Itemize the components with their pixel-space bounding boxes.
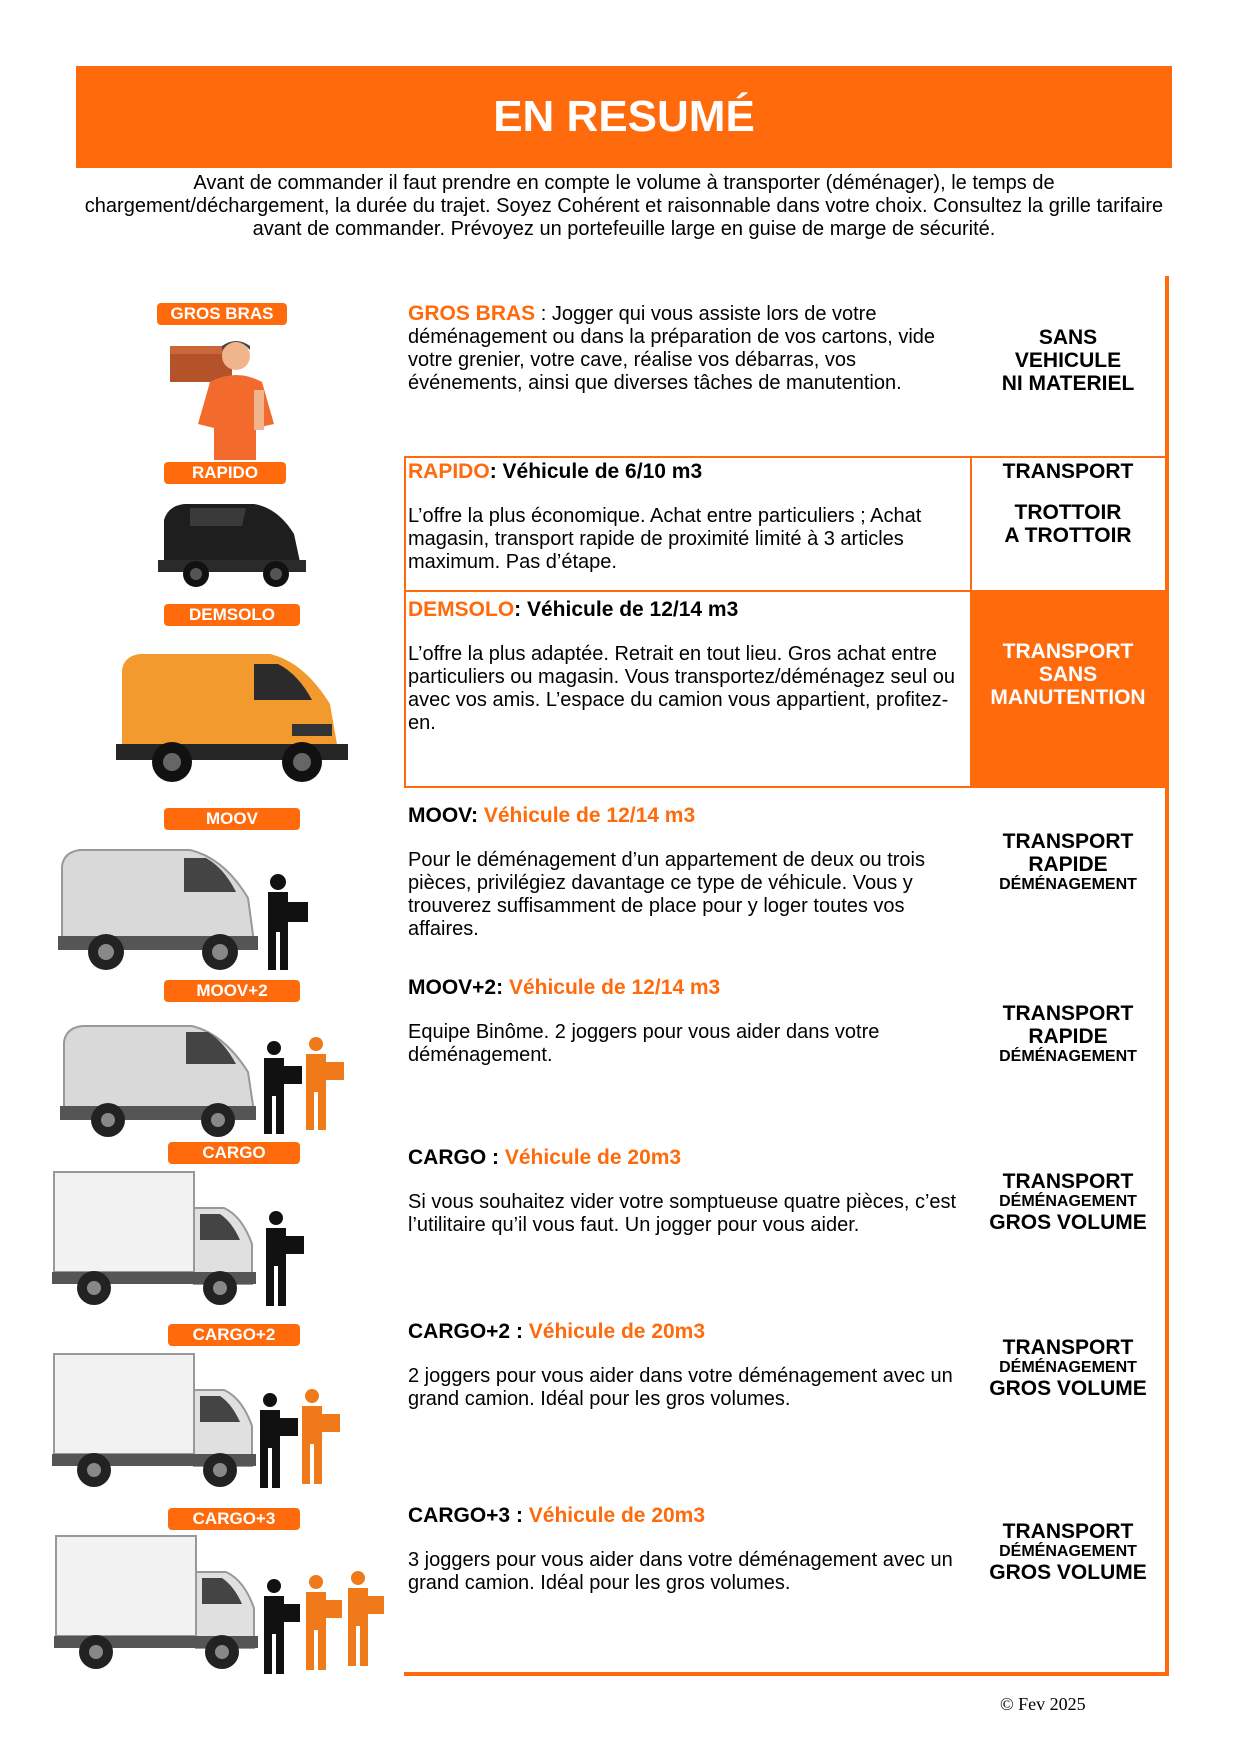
service-name: CARGO [408,1146,487,1169]
tag-line: TROTTOIR [1014,501,1122,524]
tag-line: DÉMÉNAGEMENT [999,1048,1137,1065]
orange-van-illustration [112,640,352,795]
service-description: Pour le déménagement d’un appartement de deux ou trois pièces, privilégiez davantage ce type de véhicule. Vous y trouverez suffisamment de place pour y loger toutes vos affaires. [408,849,926,940]
white-van-worker-illustration [56,836,316,981]
tag-moov-plus-2 [968,1002,1168,1066]
service-cargo-plus-2 [408,1320,963,1411]
service-description: Equipe Binôme. 2 joggers pour vous aider dans votre déménagement. [408,1021,880,1066]
service-separator: : [496,976,509,999]
box-truck-worker-illustration [50,1168,320,1323]
tag-line: GROS VOLUME [989,1211,1147,1234]
service-vehicle: Véhicule de 12/14 m3 [483,804,696,827]
service-cargo [408,1146,963,1237]
tag-gros-bras [968,326,1168,395]
service-separator: : [489,460,503,483]
service-demsolo [408,598,963,735]
badge-moov: MOOV [164,808,300,830]
service-vehicle: Véhicule de 6/10 m3 [502,460,703,483]
service-rapido [408,460,963,574]
badge-cargo-plus-2: CARGO+2 [168,1324,300,1346]
service-separator: : [514,598,527,621]
tag-rapido [968,460,1168,547]
service-cargo-plus-3 [408,1504,963,1595]
service-moov [408,804,963,941]
tag-line: TRANSPORT [1002,1520,1134,1543]
tag-cargo-plus-2 [968,1336,1168,1400]
service-description: 2 joggers pour vous aider dans votre déménagement avec un grand camion. Idéal pour les gros volumes. [408,1365,953,1410]
intro-paragraph: Avant de commander il faut prendre en compte le volume à transporter (déménager), le temps de chargement/déchargement, la durée du trajet. Soyez Cohérent et raisonnable dans votre choix. Consultez la grille tarifaire avant de commander. Prévoyez un portefeuille large en guise de marge de sécurité. [84,172,1164,240]
worker-illustration [160,330,300,465]
tag-line: MANUTENTION [990,686,1146,709]
badge-rapido: RAPIDO [164,462,286,484]
service-separator: : [471,804,484,827]
service-description: Jogger qui vous assiste lors de votre déménagement ou dans la préparation de vos cartons, vide votre grenier, votre cave, réalise vos débarras, vos événements, ainsi que diverses tâches de manutention. [408,303,936,394]
service-vehicle: Véhicule de 12/14 m3 [508,976,721,999]
tag-line: RAPIDE [1028,853,1108,876]
page-title: EN RESUMÉ [76,66,1172,168]
tag-line: SANS [1038,663,1098,686]
service-vehicle: Véhicule de 12/14 m3 [527,598,739,621]
service-name: CARGO+3 [408,1504,511,1527]
tag-line: TRANSPORT [1002,1336,1134,1359]
tag-line: SANS [1038,326,1098,349]
badge-gros-bras: GROS BRAS [157,303,287,325]
tag-cargo-plus-3 [968,1520,1168,1584]
tag-line: TRANSPORT [1002,1170,1134,1193]
black-van-illustration [150,492,310,597]
service-description: L’offre la plus adaptée. Retrait en tout lieu. Gros achat entre particuliers ou magasin. Vous transportez/déménagez seul ou avec vos amis. L’espace du camion vous appartient, profitez-en. [408,643,955,734]
service-name: MOOV+2 [408,976,497,999]
service-name: DEMSOLO [408,598,515,621]
service-description: Si vous souhaitez vider votre somptueuse quatre pièces, c’est l’utilitaire qu’il vous faut. Un jogger pour vous aider. [408,1191,957,1236]
tag-line: TRANSPORT [1002,460,1134,483]
service-separator: : [535,303,552,325]
copyright: © Fev 2025 [1000,1694,1086,1714]
tag-line: RAPIDE [1028,1025,1108,1048]
tag-demsolo [968,640,1168,709]
service-name: RAPIDO [408,460,490,483]
tag-line: TRANSPORT [1002,830,1134,853]
tag-line: DÉMÉNAGEMENT [999,1193,1137,1210]
service-name: MOOV [408,804,472,827]
service-separator: : [510,1320,529,1343]
service-vehicle: Véhicule de 20m3 [504,1146,682,1169]
white-van-two-workers-illustration [58,1008,358,1153]
tag-line: GROS VOLUME [989,1561,1147,1584]
service-separator: : [510,1504,529,1527]
tag-cargo [968,1170,1168,1234]
service-name: GROS BRAS [408,302,536,325]
service-description: L’offre la plus économique. Achat entre particuliers ; Achat magasin, transport rapide de proximité limité à 3 articles maximum. Pas d’étape. [408,505,922,573]
service-vehicle: Véhicule de 20m3 [528,1320,706,1343]
tag-line: NI MATERIEL [1001,372,1135,395]
tag-line: TRANSPORT [1002,1002,1134,1025]
box-truck-two-workers-illustration [50,1350,350,1505]
tag-line: GROS VOLUME [989,1377,1147,1400]
tag-line: DÉMÉNAGEMENT [999,876,1137,893]
tag-moov [968,830,1168,894]
badge-demsolo: DEMSOLO [164,604,300,626]
tag-line: DÉMÉNAGEMENT [999,1359,1137,1376]
badge-cargo: CARGO [168,1142,300,1164]
tag-line: VEHICULE [1014,349,1122,372]
service-separator: : [486,1146,505,1169]
badge-moov-plus-2: MOOV+2 [164,980,300,1002]
service-name: CARGO+2 [408,1320,511,1343]
service-gros-bras [408,302,963,395]
tag-line: TRANSPORT [1002,640,1134,663]
service-moov-plus-2 [408,976,963,1067]
frame-bottom-line [404,1672,1169,1676]
tag-line: DÉMÉNAGEMENT [999,1543,1137,1560]
badge-cargo-plus-3: CARGO+3 [168,1508,300,1530]
service-vehicle: Véhicule de 20m3 [528,1504,706,1527]
service-description: 3 joggers pour vous aider dans votre déménagement avec un grand camion. Idéal pour les gros volumes. [408,1549,953,1594]
box-truck-three-workers-illustration [52,1532,404,1689]
tag-line: A TROTTOIR [1004,524,1132,547]
